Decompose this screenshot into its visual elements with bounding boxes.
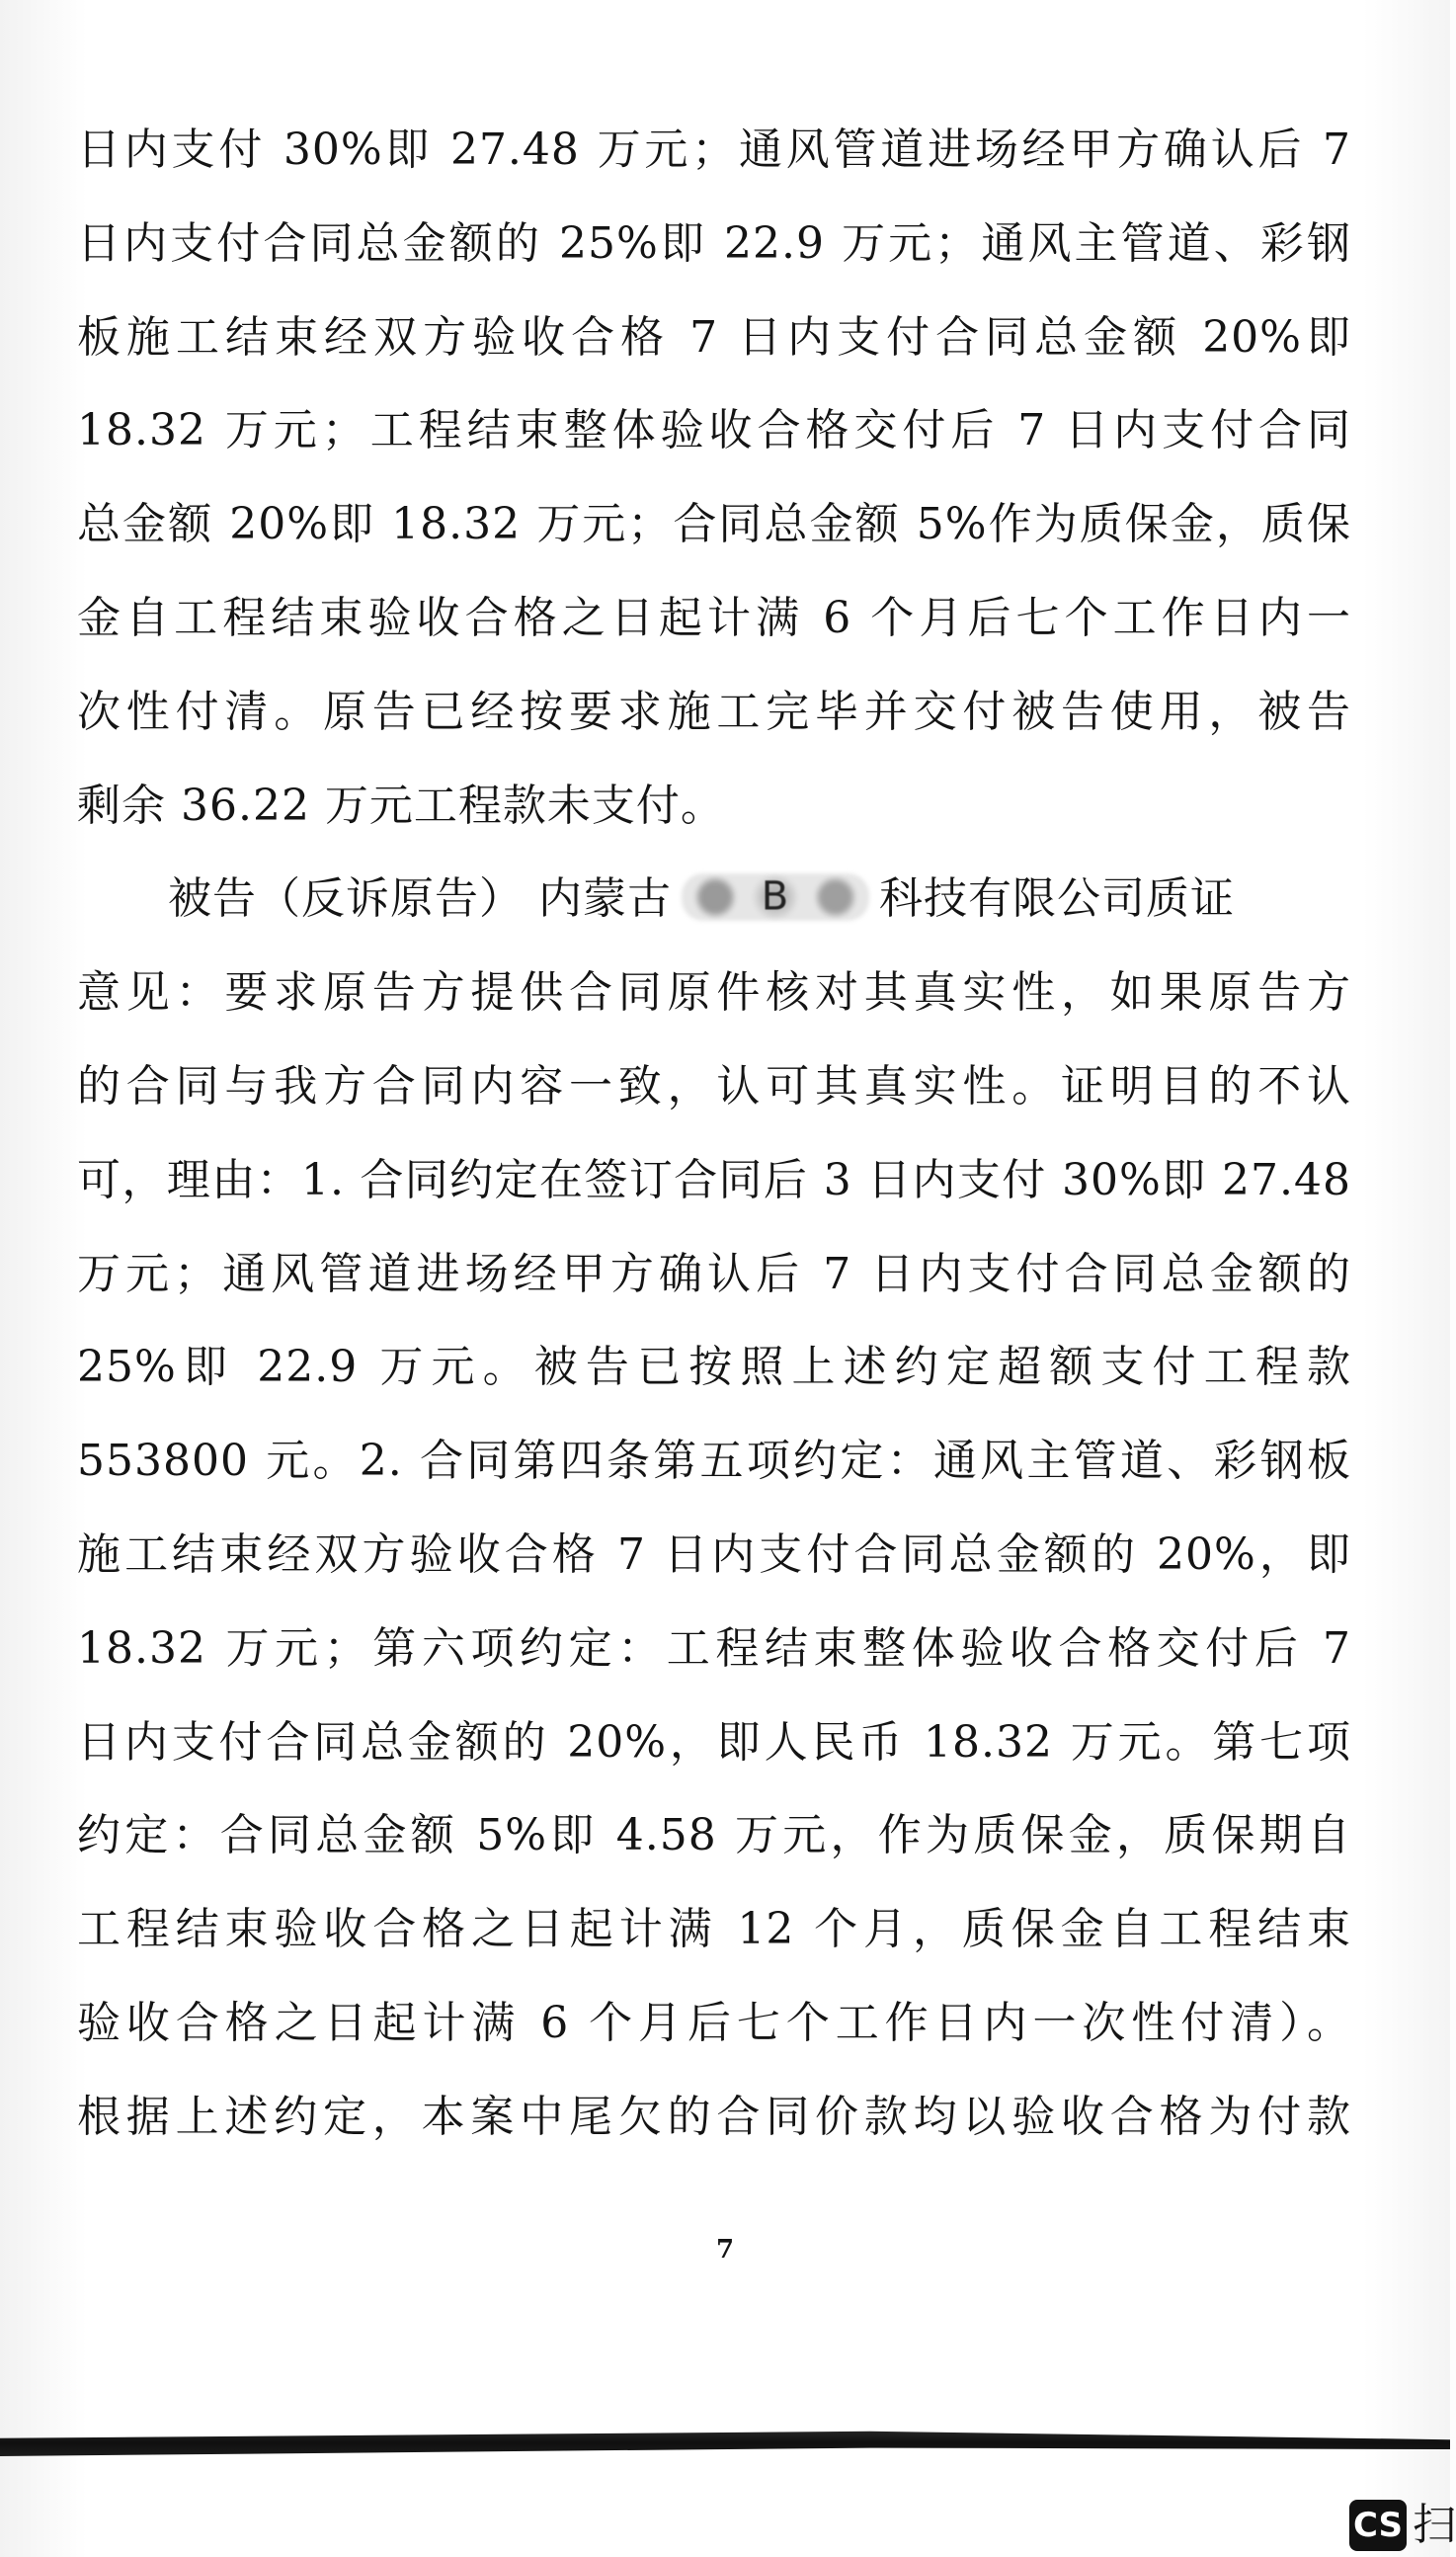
text-line: 日内支付 30%即 27.48 万元；通风管道进场经甲方确认后 7 xyxy=(77,124,1351,175)
text-line: 日内支付合同总金额的 20%，即人民币 18.32 万元。第七项 xyxy=(77,1716,1351,1768)
redacted-letter: B xyxy=(761,873,790,920)
text-line: 总金额 20%即 18.32 万元；合同总金额 5%作为质保金，质保 xyxy=(77,499,1351,550)
text-line: 剩余 36.22 万元工程款未支付。 xyxy=(77,780,725,831)
page-number: 7 xyxy=(715,2235,735,2265)
defendant-line xyxy=(77,853,1351,947)
text-line: 553800 元。2. 合同第四条第五项约定：通风主管道、彩钢板 xyxy=(77,1436,1351,1487)
document-body xyxy=(77,104,1351,2165)
text-line: 工程结束验收合格之日起计满 12 个月，质保金自工程结束 xyxy=(77,1904,1351,1955)
redacted-name xyxy=(682,873,869,921)
text-line: 可，理由：1. 合同约定在签订合同后 3 日内支付 30%即 27.48 xyxy=(77,1154,1351,1205)
scanner-watermark-text: 扫 xyxy=(1413,2500,1456,2550)
text-line: 金自工程结束验收合格之日起计满 6 个月后七个工作日内一 xyxy=(77,592,1351,643)
text-line: 约定：合同总金额 5%即 4.58 万元，作为质保金，质保期自 xyxy=(77,1810,1351,1861)
text-line: 意见：要求原告方提供合同原件核对其真实性，如果原告方 xyxy=(77,967,1351,1019)
text-line: 施工结束经双方验收合格 7 日内支付合同总金额的 20%，即 xyxy=(77,1528,1351,1580)
text-line: 18.32 万元；第六项约定：工程结束整体验收合格交付后 7 xyxy=(77,1622,1351,1674)
text-line: 日内支付合同总金额的 25%即 22.9 万元；通风主管道、彩钢 xyxy=(77,217,1351,269)
text-line: 万元；通风管道进场经甲方确认后 7 日内支付合同总金额的 xyxy=(77,1248,1351,1299)
text-line: 的合同与我方合同内容一致，认可其真实性。证明目的不认 xyxy=(77,1060,1351,1112)
camscanner-logo-icon: CS xyxy=(1349,2500,1407,2551)
text-line: 18.32 万元；工程结束整体验收合格交付后 7 日内支付合同 xyxy=(77,405,1351,456)
text-line: 板施工结束经双方验收合格 7 日内支付合同总金额 20%即 xyxy=(77,311,1351,363)
defendant-suffix: 科技有限公司质证 xyxy=(879,873,1235,925)
text-line: 验收合格之日起计满 6 个月后七个工作日内一次性付清）。 xyxy=(77,1997,1351,2048)
scan-edge-shadow xyxy=(0,2429,1450,2456)
text-line: 25%即 22.9 万元。被告已按照上述约定超额支付工程款 xyxy=(77,1342,1351,1393)
defendant-prefix: 被告（反诉原告） 内蒙古 xyxy=(168,873,672,925)
text-line: 根据上述约定，本案中尾欠的合同价款均以验收合格为付款 xyxy=(77,2091,1351,2142)
text-line: 次性付清。原告已经按要求施工完毕并交付被告使用，被告 xyxy=(77,686,1351,737)
